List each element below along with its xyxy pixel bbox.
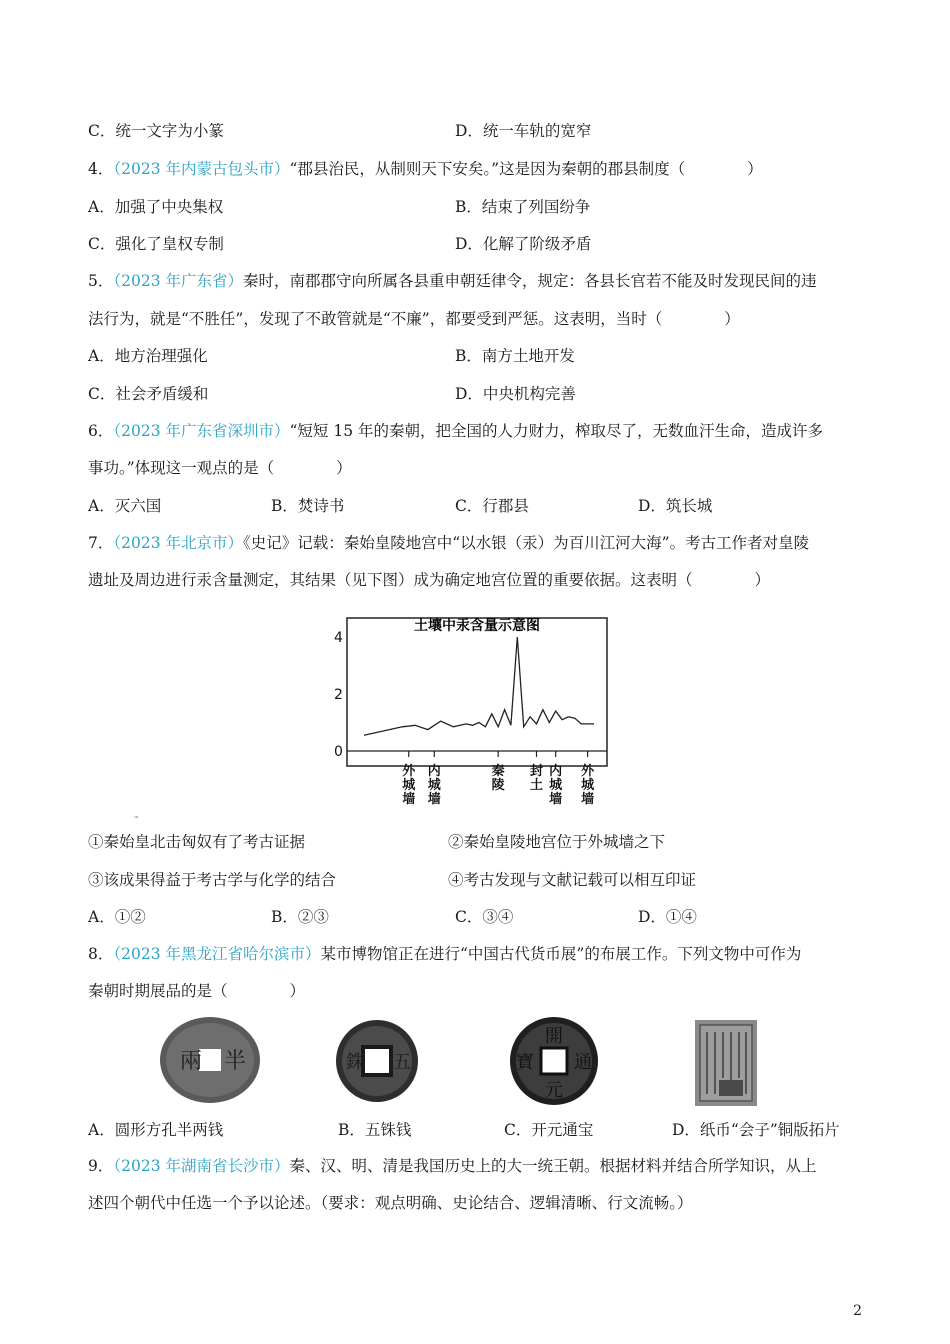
q5-text2: 法行为，就是“不胜任”，发现了不敢管就是“不廉”，都要受到严惩。这表明，当时（ ） bbox=[88, 310, 740, 328]
x-marker-label: 内城墙 bbox=[427, 764, 441, 807]
chart-svg bbox=[322, 610, 622, 810]
q5-option-b: B．南方土地开发 bbox=[455, 347, 575, 365]
y-tick-label: 0 bbox=[334, 744, 343, 760]
q8-source: （2023 年黑龙江省哈尔滨市） bbox=[113, 945, 321, 963]
q7-statement-2: ②秦始皇陵地宫位于外城墙之下 bbox=[448, 833, 666, 851]
q7-source: （2023 年北京市） bbox=[113, 534, 243, 552]
y-tick-label: 2 bbox=[334, 687, 343, 703]
q3-option-d: D．统一车轨的宽窄 bbox=[455, 122, 592, 140]
q7-number: 7． bbox=[88, 534, 114, 552]
q7-statement-3: ③该成果得益于考古学与化学的结合 bbox=[88, 871, 337, 889]
q8-option-b: B．五铢钱 bbox=[338, 1121, 412, 1139]
q4-option-a: A．加强了中央集权 bbox=[88, 198, 224, 216]
q6-option-c: C．行郡县 bbox=[455, 497, 529, 515]
q6-option-d: D．筑长城 bbox=[638, 497, 713, 515]
coin-c-char-bao: 寶 bbox=[516, 1052, 534, 1073]
coin-b-char-wu: 五 bbox=[393, 1052, 411, 1073]
q7-text1: 《史记》记载：秦始皇陵地宫中“以水银（汞）为百川江河大海”。考古工作者对皇陵 bbox=[243, 534, 810, 552]
q9-stem bbox=[88, 1156, 817, 1176]
q5-stem bbox=[88, 271, 817, 291]
kaiyuan-coin-image bbox=[508, 1015, 600, 1107]
q4-option-d: D．化解了阶级矛盾 bbox=[455, 235, 592, 253]
mercury-series-line bbox=[364, 637, 594, 735]
page-number: 2 bbox=[853, 1303, 862, 1319]
q7-option-c: C．③④ bbox=[455, 908, 514, 926]
q8-stem bbox=[88, 944, 801, 964]
q6-option-b: B．焚诗书 bbox=[271, 497, 345, 515]
q6-number: 6． bbox=[88, 422, 114, 440]
x-marker-label: 封土 bbox=[529, 764, 544, 793]
q5-option-c: C．社会矛盾缓和 bbox=[88, 385, 209, 403]
q8-option-d: D．纸币“会子”铜版拓片 bbox=[672, 1121, 840, 1139]
coin-c-char-tong: 通 bbox=[574, 1052, 592, 1073]
x-marker-label: 内城墙 bbox=[549, 764, 563, 807]
x-marker-label: 外城墙 bbox=[402, 764, 416, 807]
x-marker-label: 外城墙 bbox=[581, 764, 595, 807]
x-marker-label: 秦陵 bbox=[491, 764, 505, 793]
q9-source: （2023 年湖南省长沙市） bbox=[113, 1157, 290, 1175]
q4-text: “郡县治民，从制则天下安矣。”这是因为秦朝的郡县制度（ ） bbox=[289, 160, 763, 178]
coin-c-char-yuan: 元 bbox=[545, 1080, 563, 1101]
coin-c-char-kai: 開 bbox=[545, 1026, 563, 1047]
q3-option-c: C．统一文字为小篆 bbox=[88, 122, 224, 140]
q6-source: （2023 年广东省深圳市） bbox=[113, 422, 290, 440]
huizi-rubbing-image bbox=[693, 1018, 759, 1108]
q5-option-a: A．地方治理强化 bbox=[88, 347, 208, 365]
q4-source: （2023 年内蒙古包头市） bbox=[113, 160, 290, 178]
q6-option-a: A．灭六国 bbox=[88, 497, 162, 515]
q9-number: 9． bbox=[88, 1157, 114, 1175]
q5-source: （2023 年广东省） bbox=[113, 272, 243, 290]
q4-option-b: B．结束了列国纷争 bbox=[455, 198, 591, 216]
coin-b-label: 五铢 bbox=[134, 817, 139, 819]
q5-option-d: D．中央机构完善 bbox=[455, 385, 576, 403]
q9-text1: 秦、汉、明、清是我国历史上的大一统王朝。根据材料并结合所学知识，从上 bbox=[289, 1157, 817, 1175]
q6-text2: 事功。”体现这一观点的是（ ） bbox=[88, 459, 352, 477]
coin-a-char-ban: 兩 bbox=[180, 1049, 203, 1074]
coin-a-char-liang: 半 bbox=[224, 1049, 247, 1074]
q7-stem bbox=[88, 533, 809, 553]
chart-frame bbox=[347, 618, 607, 766]
q5-number: 5． bbox=[88, 272, 114, 290]
q4-stem bbox=[88, 159, 763, 179]
q7-option-d: D．①④ bbox=[638, 908, 697, 926]
banliang-coin-image bbox=[158, 1015, 263, 1105]
q8-option-a: A．圆形方孔半两钱 bbox=[88, 1121, 224, 1139]
q8-option-c: C．开元通宝 bbox=[504, 1121, 594, 1139]
q6-stem bbox=[88, 421, 823, 441]
chart-title: 土壤中汞含量示意图 bbox=[414, 618, 540, 634]
q7-statement-1: ①秦始皇北击匈奴有了考古证据 bbox=[88, 833, 306, 851]
q7-option-b: B．②③ bbox=[271, 908, 329, 926]
q7-statement-4: ④考古发现与文献记载可以相互印证 bbox=[448, 871, 697, 889]
q6-text1: “短短 15 年的秦朝，把全国的人力财力，榨取尽了，无数血汗生命，造成许多 bbox=[289, 422, 824, 440]
coin-b-char-zhu: 銖 bbox=[346, 1052, 364, 1073]
q7-option-a: A．①② bbox=[88, 908, 146, 926]
q8-text1: 某市博物馆正在进行“中国古代货币展”的布展工作。下列文物中可作为 bbox=[320, 945, 802, 963]
q8-text2: 秦朝时期展品的是（ ） bbox=[88, 982, 306, 1000]
y-tick-label: 4 bbox=[334, 630, 343, 646]
q5-text1: 秦时，南郡郡守向所属各县重申朝廷律令，规定：各县长官若不能及时发现民间的违 bbox=[243, 272, 817, 290]
mercury-chart bbox=[322, 610, 622, 810]
q7-text2: 遗址及周边进行汞含量测定，其结果（见下图）成为确定地宫位置的重要依据。这表明（ ） bbox=[88, 571, 771, 589]
q8-number: 8． bbox=[88, 945, 114, 963]
q4-number: 4． bbox=[88, 160, 114, 178]
q9-text2: 述四个朝代中任选一个予以论述。（要求：观点明确、史论结合、逻辑清晰、行文流畅。） bbox=[88, 1194, 693, 1212]
q4-option-c: C．强化了皇权专制 bbox=[88, 235, 224, 253]
